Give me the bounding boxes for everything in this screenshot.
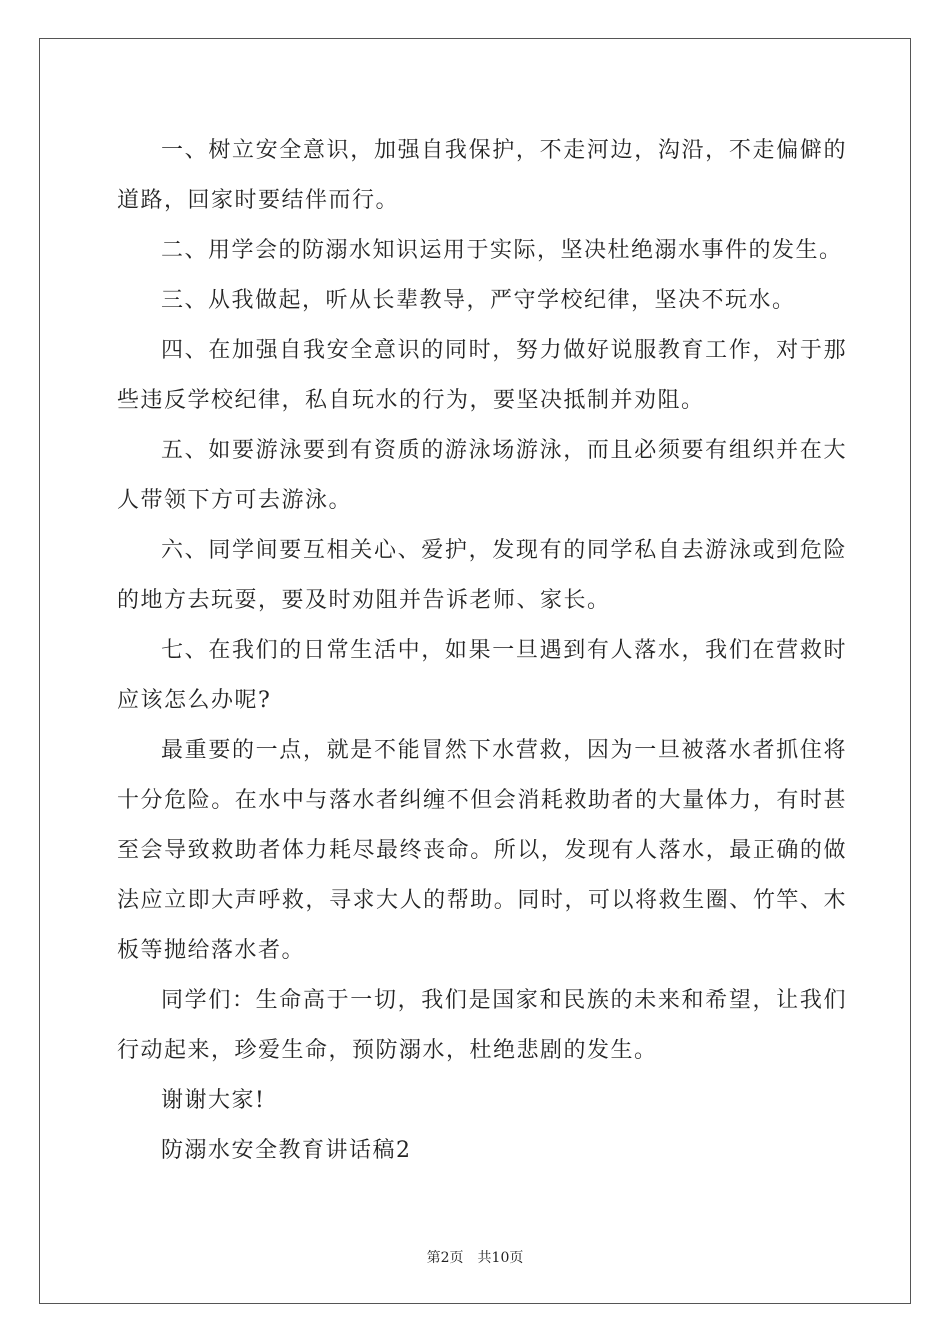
paragraph-8: 最重要的一点，就是不能冒然下水营救，因为一旦被落水者抓住将十分危险。在水中与落水者纠缠不但会消耗救助者的大量体力，有时甚至会导致救助者体力耗尽最终丧命。所以，发现有人落水，最正确的做法应立即大声呼救，寻求大人的帮助。同时，可以将救生圈、竹竿、木板等抛给落水者。	[117, 738, 847, 963]
paragraph-3: 三、从我做起，听从长辈教导，严守学校纪律，坚决不玩水。	[161, 288, 796, 313]
paragraph-7: 七、在我们的日常生活中，如果一旦遇到有人落水，我们在营救时应该怎么办呢?	[117, 638, 847, 713]
section-heading: 防溺水安全教育讲话稿2	[161, 1138, 412, 1163]
paragraph-6: 六、同学间要互相关心、爱护，发现有的同学私自去游泳或到危险的地方去玩耍，要及时劝阻并告诉老师、家长。	[117, 538, 847, 613]
paragraph-10: 谢谢大家!	[161, 1088, 266, 1113]
paragraph-9: 同学们：生命高于一切，我们是国家和民族的未来和希望，让我们行动起来，珍爱生命，预防溺水，杜绝悲剧的发生。	[117, 988, 847, 1063]
document-body	[117, 126, 847, 1176]
paragraph-1: 一、树立安全意识，加强自我保护，不走河边，沟沿，不走偏僻的道路，回家时要结伴而行。	[117, 138, 847, 213]
paragraph-2: 二、用学会的防溺水知识运用于实际，坚决杜绝溺水事件的发生。	[161, 238, 843, 263]
paragraph-4: 四、在加强自我安全意识的同时，努力做好说服教育工作，对于那些违反学校纪律，私自玩水的行为，要坚决抵制并劝阻。	[117, 338, 847, 413]
paragraph-5: 五、如要游泳要到有资质的游泳场游泳，而且必须要有组织并在大人带领下方可去游泳。	[117, 438, 847, 513]
page-number-footer: 第2页 共10页	[426, 1250, 524, 1266]
